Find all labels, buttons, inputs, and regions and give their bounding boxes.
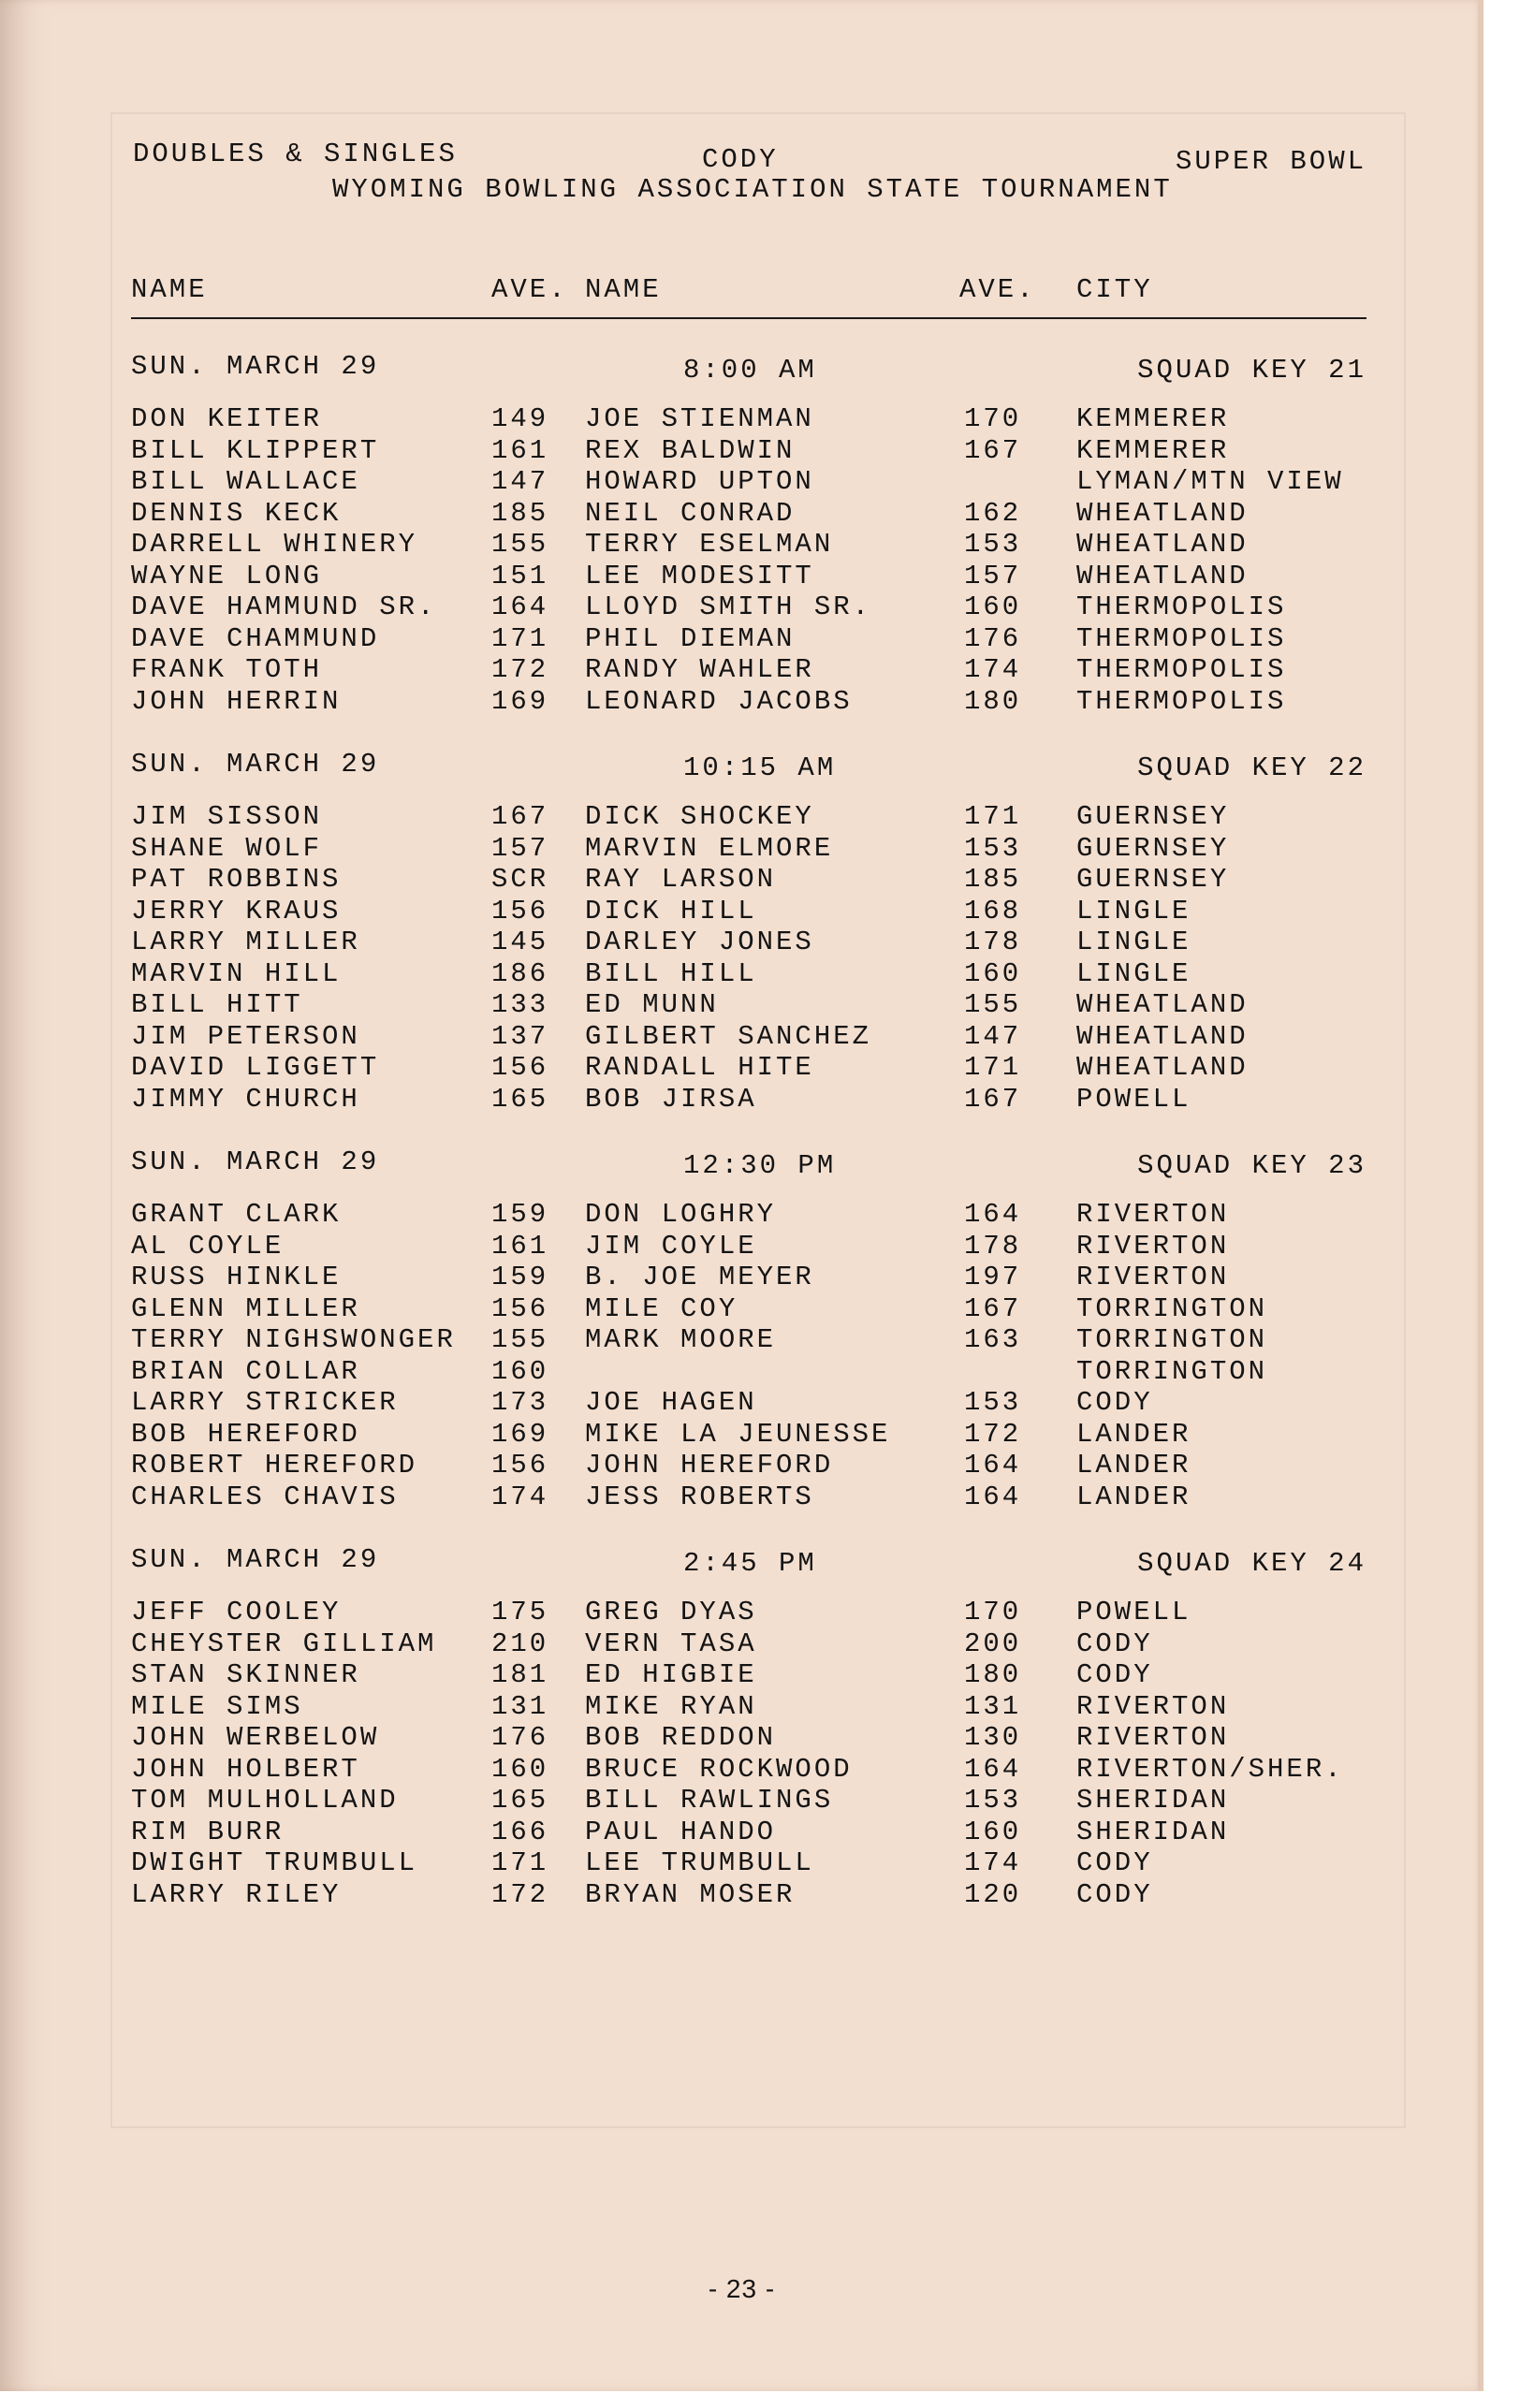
bowler-1-name: GLENN MILLER (131, 1292, 360, 1324)
city: RIVERTON (1076, 1722, 1230, 1753)
bowler-2-average: 163 (964, 1324, 1022, 1355)
bowler-1-name: TOM MULHOLLAND (131, 1785, 399, 1816)
city: CODY (1076, 1627, 1153, 1659)
city: THERMOPOLIS (1076, 591, 1287, 622)
bowler-1-name: BILL KLIPPERT (131, 434, 380, 466)
bowler-2-average: 185 (964, 864, 1022, 895)
header-venue: SUPER BOWL (1175, 146, 1367, 177)
city: KEMMERER (1076, 403, 1230, 434)
table-row (131, 1481, 1367, 1513)
bowler-1-name: ROBERT HEREFORD (131, 1450, 418, 1481)
squad-header (131, 739, 1367, 801)
bowler-2-average: 153 (964, 1387, 1022, 1418)
bowler-1-name: JOHN HOLBERT (131, 1753, 360, 1785)
bowler-2-average: 180 (964, 1659, 1022, 1690)
bowler-1-name: FRANK TOTH (131, 654, 323, 685)
bowler-2-average: 162 (964, 497, 1022, 529)
bowler-2-name: DON LOGHRY (585, 1199, 777, 1230)
bowler-2-average: 178 (964, 1230, 1022, 1262)
city: LINGLE (1076, 927, 1191, 957)
bowler-1-name: CHEYSTER GILLIAM (131, 1627, 437, 1659)
bowler-1-name: DWIGHT TRUMBULL (131, 1847, 418, 1878)
bowler-2-name: BOB JIRSA (585, 1083, 757, 1115)
bowler-1-average: 181 (491, 1659, 549, 1690)
city: GUERNSEY (1076, 801, 1230, 832)
bowler-1-average: 131 (491, 1690, 549, 1722)
bowler-2-average: 157 (964, 560, 1022, 591)
bowler-1-average: 165 (491, 1785, 549, 1816)
city: TORRINGTON (1076, 1292, 1268, 1324)
city: WHEATLAND (1076, 560, 1249, 591)
squad-block (131, 342, 1367, 717)
squad-block (131, 739, 1367, 1115)
table-row (131, 1450, 1367, 1481)
bowler-2-name: REX BALDWIN (585, 434, 796, 466)
city: CODY (1076, 1387, 1153, 1418)
bowler-2-average: 170 (964, 1597, 1022, 1627)
bowler-1-average: 156 (491, 1052, 549, 1083)
bowler-1-name: LARRY RILEY (131, 1878, 342, 1910)
squad-block (131, 1137, 1367, 1512)
bowler-2-name: JIM COYLE (585, 1230, 757, 1262)
bowler-1-name: GRANT CLARK (131, 1199, 342, 1230)
table-row (131, 1052, 1367, 1084)
table-row (131, 958, 1367, 990)
city: SHERIDAN (1076, 1785, 1230, 1816)
city: WHEATLAND (1076, 497, 1249, 529)
bowler-2-name: HOWARD UPTON (585, 466, 814, 497)
city: POWELL (1076, 1083, 1191, 1115)
bowler-1-average: 165 (491, 1083, 549, 1115)
table-row (131, 403, 1367, 435)
city: THERMOPOLIS (1076, 622, 1287, 654)
bowler-2-average: 120 (964, 1878, 1022, 1910)
bowler-2-average: 172 (964, 1418, 1022, 1450)
table-row (131, 1847, 1367, 1879)
bowler-2-name: TERRY ESELMAN (585, 529, 834, 560)
bowler-2-average: 130 (964, 1722, 1022, 1753)
table-row (131, 498, 1367, 530)
bowler-1-name: RIM BURR (131, 1816, 285, 1847)
table-row (131, 989, 1367, 1021)
table-row (131, 1817, 1367, 1848)
city: WHEATLAND (1076, 529, 1249, 560)
bowler-1-average: 155 (491, 529, 549, 560)
table-row (131, 1691, 1367, 1723)
bowler-2-name: PAUL HANDO (585, 1816, 777, 1847)
bowler-2-name: RANDY WAHLER (585, 654, 814, 685)
bowler-1-name: BOB HEREFORD (131, 1418, 360, 1450)
bowler-1-name: BRIAN COLLAR (131, 1355, 360, 1387)
bowler-1-name: PAT ROBBINS (131, 864, 342, 895)
bowler-2-name: RAY LARSON (585, 864, 777, 895)
table-row (131, 591, 1367, 623)
bowler-2-name: JESS ROBERTS (585, 1481, 814, 1512)
bowler-1-average: 151 (491, 560, 549, 591)
bowler-1-name: DAVE CHAMMUND (131, 622, 380, 654)
col-ave-2: AVE. (959, 274, 1036, 305)
city: WHEATLAND (1076, 1052, 1249, 1083)
bowler-1-name: DENNIS KECK (131, 497, 342, 529)
table-row (131, 864, 1367, 896)
bowler-2-average: 153 (964, 1785, 1022, 1816)
bowler-1-average: 149 (491, 403, 549, 434)
squad-time: 2:45 PM (683, 1548, 817, 1579)
bowler-2-average: 167 (964, 1292, 1022, 1324)
bowler-1-name: JIM PETERSON (131, 1020, 360, 1052)
squad-time: 10:15 AM (683, 752, 837, 783)
bowler-2-average: 160 (964, 1816, 1022, 1847)
bowler-2-name: BRYAN MOSER (585, 1878, 796, 1910)
bowler-1-name: JIM SISSON (131, 801, 323, 832)
bowler-2-name: BRUCE ROCKWOOD (585, 1753, 853, 1785)
bowler-2-average: 168 (964, 895, 1022, 927)
bowler-1-average: 171 (491, 1847, 549, 1878)
bowler-1-average: 157 (491, 832, 549, 864)
bowler-1-name: STAN SKINNER (131, 1659, 360, 1690)
bowler-2-average: 155 (964, 989, 1022, 1020)
bowler-2-name: DARLEY JONES (585, 927, 814, 957)
squad-key: SQUAD KEY 24 (1137, 1548, 1367, 1579)
city: RIVERTON (1076, 1199, 1230, 1230)
bowler-2-name: GREG DYAS (585, 1597, 757, 1627)
bowler-2-average: 160 (964, 591, 1022, 622)
bowler-1-average: 166 (491, 1816, 549, 1847)
bowler-2-name: LEE MODESITT (585, 560, 814, 591)
page-content (131, 131, 1367, 1910)
city: CODY (1076, 1878, 1153, 1910)
bowler-2-name: JOE STIENMAN (585, 403, 814, 434)
bowler-1-average: 210 (491, 1627, 549, 1659)
bowler-1-name: JERRY KRAUS (131, 895, 342, 927)
bowler-2-average: 174 (964, 654, 1022, 685)
bowler-2-name: BOB REDDON (585, 1722, 777, 1753)
bowler-1-name: LARRY STRICKER (131, 1387, 399, 1418)
table-row (131, 1879, 1367, 1911)
bowler-2-name: B. JOE MEYER (585, 1262, 814, 1292)
squad-day: SUN. MARCH 29 (131, 351, 380, 382)
bowler-1-name: WAYNE LONG (131, 560, 323, 591)
page-number: - 23 - (708, 2274, 776, 2303)
bowler-1-name: AL COYLE (131, 1230, 285, 1262)
city: KEMMERER (1076, 434, 1230, 466)
bowler-2-average: 170 (964, 403, 1022, 434)
bowler-2-name: BILL HILL (585, 957, 757, 989)
page-title: WYOMING BOWLING ASSOCIATION STATE TOURNAMENT (332, 174, 1173, 205)
table-row (131, 435, 1367, 467)
table-row (131, 466, 1367, 498)
table-row (131, 1659, 1367, 1691)
bowler-1-average: 169 (491, 1418, 549, 1450)
col-name-2: NAME (585, 274, 662, 305)
bowler-1-average: 137 (491, 1020, 549, 1052)
table-row (131, 1356, 1367, 1388)
bowler-1-name: TERRY NIGHSWONGER (131, 1324, 456, 1355)
bowler-2-name: PHIL DIEMAN (585, 622, 796, 654)
city: CODY (1076, 1847, 1153, 1878)
city: RIVERTON/SHER. (1076, 1753, 1344, 1785)
bowler-2-average: 171 (964, 1052, 1022, 1083)
bowler-1-name: DAVE HAMMUND SR. (131, 591, 437, 622)
table-row (131, 1387, 1367, 1419)
bowler-2-name: VERN TASA (585, 1627, 757, 1659)
bowler-2-average: 167 (964, 434, 1022, 466)
table-row (131, 801, 1367, 833)
bowler-1-average: 156 (491, 895, 549, 927)
bowler-1-name: JIMMY CHURCH (131, 1083, 360, 1115)
city: RIVERTON (1076, 1690, 1230, 1722)
bowler-2-name: RANDALL HITE (585, 1052, 814, 1083)
table-row (131, 1722, 1367, 1754)
city: LYMAN/MTN VIEW (1076, 466, 1344, 497)
table-row (131, 1754, 1367, 1786)
bowler-1-name: SHANE WOLF (131, 832, 323, 864)
bowler-2-name: DICK SHOCKEY (585, 801, 814, 832)
city: GUERNSEY (1076, 832, 1230, 864)
page-header (131, 131, 1367, 220)
bowler-1-name: JOHN WERBELOW (131, 1722, 380, 1753)
header-event: DOUBLES & SINGLES (133, 139, 458, 169)
squad-day: SUN. MARCH 29 (131, 749, 380, 780)
bowler-2-name: MARK MOORE (585, 1324, 777, 1355)
city: RIVERTON (1076, 1262, 1230, 1292)
table-row (131, 1324, 1367, 1356)
squad-header (131, 342, 1367, 403)
table-row (131, 561, 1367, 592)
squad-block (131, 1535, 1367, 1910)
bowler-1-average: 185 (491, 497, 549, 529)
table-row (131, 1199, 1367, 1231)
bowler-1-name: DAVID LIGGETT (131, 1052, 380, 1083)
bowler-1-average: 159 (491, 1199, 549, 1230)
bowler-1-average: 172 (491, 1878, 549, 1910)
city: LANDER (1076, 1481, 1191, 1512)
bowler-2-average: 131 (964, 1690, 1022, 1722)
col-name-1: NAME (131, 274, 208, 305)
city: SHERIDAN (1076, 1816, 1230, 1847)
bowler-2-name: ED HIGBIE (585, 1659, 757, 1690)
bowler-2-average: 147 (964, 1020, 1022, 1052)
squad-header (131, 1137, 1367, 1199)
bowler-2-average: 171 (964, 801, 1022, 832)
bowler-1-average: 164 (491, 591, 549, 622)
city: LINGLE (1076, 957, 1191, 989)
table-row (131, 1231, 1367, 1262)
table-row (131, 686, 1367, 718)
bowler-2-name: JOHN HEREFORD (585, 1450, 834, 1481)
bowler-2-name: LLOYD SMITH SR. (585, 591, 872, 622)
city: RIVERTON (1076, 1230, 1230, 1262)
city: WHEATLAND (1076, 989, 1249, 1020)
bowler-2-average: 200 (964, 1627, 1022, 1659)
bowler-1-average: SCR (491, 864, 549, 895)
bowler-1-name: JEFF COOLEY (131, 1597, 342, 1627)
city: WHEATLAND (1076, 1020, 1249, 1052)
bowler-1-average: 167 (491, 801, 549, 832)
bowler-1-average: 175 (491, 1597, 549, 1627)
table-row (131, 1785, 1367, 1817)
squad-header (131, 1535, 1367, 1597)
table-row (131, 927, 1367, 958)
col-city: CITY (1076, 274, 1153, 305)
city: THERMOPOLIS (1076, 685, 1287, 717)
bowler-2-name: LEONARD JACOBS (585, 685, 853, 717)
table-row (131, 654, 1367, 686)
bowler-1-average: 160 (491, 1753, 549, 1785)
squad-key: SQUAD KEY 22 (1137, 752, 1367, 783)
bowler-2-name: JOE HAGEN (585, 1387, 757, 1418)
bowler-1-name: DON KEITER (131, 403, 323, 434)
bowler-2-name: GILBERT SANCHEZ (585, 1020, 872, 1052)
city: GUERNSEY (1076, 864, 1230, 895)
bowler-1-average: 133 (491, 989, 549, 1020)
bowler-2-name: LEE TRUMBULL (585, 1847, 814, 1878)
bowler-2-average: 164 (964, 1753, 1022, 1785)
column-headers (131, 267, 1367, 319)
bowler-1-average: 160 (491, 1355, 549, 1387)
bowler-2-name: MARVIN ELMORE (585, 832, 834, 864)
squad-time: 12:30 PM (683, 1150, 837, 1181)
bowler-2-average: 167 (964, 1083, 1022, 1115)
table-row (131, 623, 1367, 655)
bowler-2-name: MILE COY (585, 1292, 738, 1324)
bowler-1-average: 156 (491, 1450, 549, 1481)
bowler-2-average: 153 (964, 832, 1022, 864)
squad-time: 8:00 AM (683, 355, 817, 386)
bowler-1-average: 156 (491, 1292, 549, 1324)
bowler-1-name: CHARLES CHAVIS (131, 1481, 399, 1512)
bowler-1-name: BILL WALLACE (131, 466, 360, 497)
city: THERMOPOLIS (1076, 654, 1287, 685)
bowler-1-average: 161 (491, 434, 549, 466)
bowler-2-name: BILL RAWLINGS (585, 1785, 834, 1816)
table-row (131, 1021, 1367, 1053)
bowler-1-name: BILL HITT (131, 989, 303, 1020)
squad-day: SUN. MARCH 29 (131, 1544, 380, 1575)
bowler-2-average: 197 (964, 1262, 1022, 1292)
col-ave-1: AVE. (491, 274, 568, 305)
header-location: CODY (702, 144, 779, 175)
bowler-2-name: NEIL CONRAD (585, 497, 796, 529)
table-row (131, 1293, 1367, 1325)
bowler-2-average: 174 (964, 1847, 1022, 1878)
bowler-1-average: 171 (491, 622, 549, 654)
bowler-1-average: 145 (491, 927, 549, 957)
city: LINGLE (1076, 895, 1191, 927)
bowler-2-name: ED MUNN (585, 989, 719, 1020)
table-row (131, 1628, 1367, 1660)
bowler-1-name: MILE SIMS (131, 1690, 303, 1722)
table-row (131, 833, 1367, 865)
bowler-2-average: 153 (964, 529, 1022, 560)
bowler-2-name: MIKE LA JEUNESSE (585, 1418, 891, 1450)
squad-day: SUN. MARCH 29 (131, 1146, 380, 1177)
bowler-1-average: 169 (491, 685, 549, 717)
city: LANDER (1076, 1450, 1191, 1481)
bowler-1-name: MARVIN HILL (131, 957, 342, 989)
squad-list (131, 342, 1367, 1910)
bowler-2-name: DICK HILL (585, 895, 757, 927)
bowler-1-average: 186 (491, 957, 549, 989)
table-row (131, 1262, 1367, 1293)
bowler-2-average: 164 (964, 1450, 1022, 1481)
squad-key: SQUAD KEY 21 (1137, 355, 1367, 386)
table-row (131, 896, 1367, 927)
bowler-1-average: 176 (491, 1722, 549, 1753)
bowler-1-average: 172 (491, 654, 549, 685)
bowler-1-average: 173 (491, 1387, 549, 1418)
city: LANDER (1076, 1418, 1191, 1450)
squad-key: SQUAD KEY 23 (1137, 1150, 1367, 1181)
bowler-1-average: 147 (491, 466, 549, 497)
bowler-1-average: 155 (491, 1324, 549, 1355)
table-row (131, 1419, 1367, 1451)
bowler-1-name: JOHN HERRIN (131, 685, 342, 717)
bowler-2-average: 160 (964, 957, 1022, 989)
city: CODY (1076, 1659, 1153, 1690)
city: POWELL (1076, 1597, 1191, 1627)
bowler-2-name: MIKE RYAN (585, 1690, 757, 1722)
table-row (131, 1597, 1367, 1628)
city: TORRINGTON (1076, 1355, 1268, 1387)
bowler-2-average: 164 (964, 1199, 1022, 1230)
bowler-1-name: LARRY MILLER (131, 927, 360, 957)
bowler-1-average: 161 (491, 1230, 549, 1262)
bowler-2-average: 176 (964, 622, 1022, 654)
bowler-1-average: 174 (491, 1481, 549, 1512)
bowler-2-average: 178 (964, 927, 1022, 957)
bowler-1-name: RUSS HINKLE (131, 1262, 342, 1292)
bowler-1-average: 159 (491, 1262, 549, 1292)
bowler-2-average: 164 (964, 1481, 1022, 1512)
bowler-2-average: 180 (964, 685, 1022, 717)
table-row (131, 1084, 1367, 1116)
bowler-1-name: DARRELL WHINERY (131, 529, 418, 560)
table-row (131, 529, 1367, 561)
city: TORRINGTON (1076, 1324, 1268, 1355)
